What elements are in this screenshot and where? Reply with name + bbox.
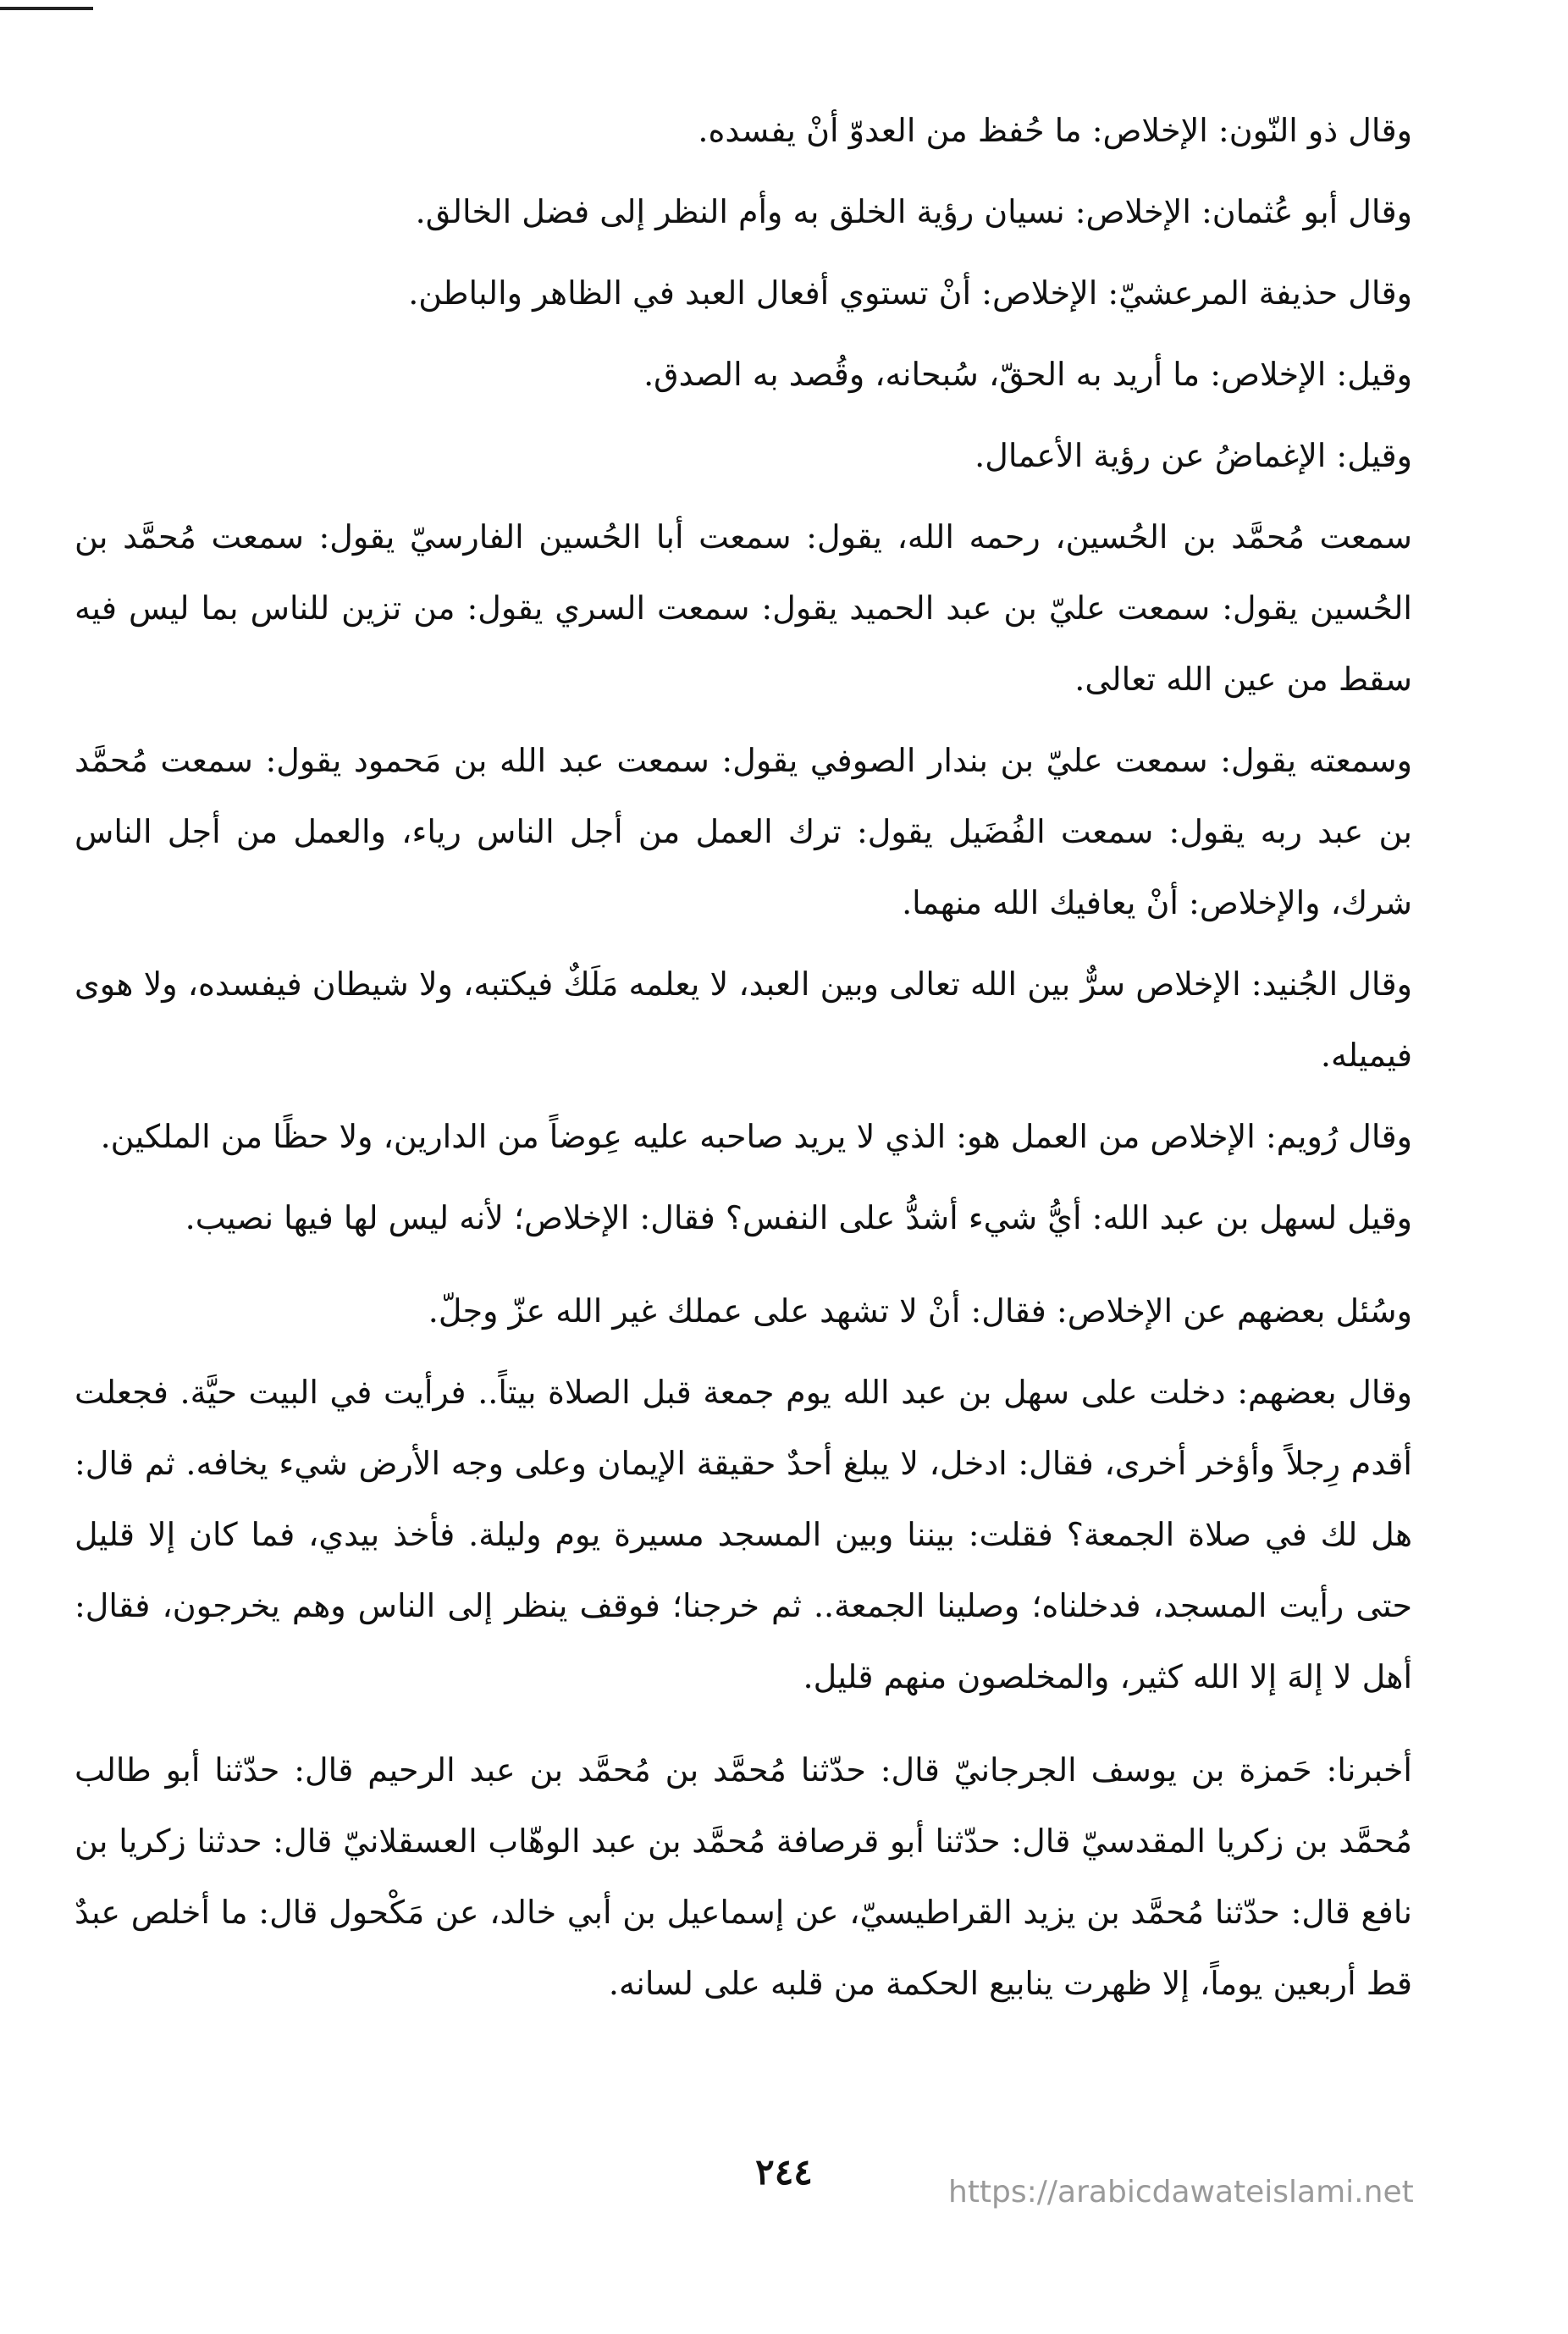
paragraph-junayd: وقال الجُنيد: الإخلاص سرٌّ بين الله تعالى وبين العبد، لا يعلمه مَلَكٌ فيكتبه، ولا شيطان فيفسده، ولا هوى فيميله.: [75, 965, 1412, 1074]
paragraph-fudayl: وسمعته يقول: سمعت عليّ بن بندار الصوفي يقول: سمعت عبد الله بن مَحمود يقول: سمعت مُحمَّد بن عبد ربه يقول: سمعت الفُضَيل يقول: ترك العمل من أجل الناس رياء، والعمل من أجل الناس شرك، والإخلاص: أنْ يعافيك الله منهما.: [75, 742, 1412, 921]
page-number: ٢٤٤: [755, 2151, 813, 2193]
watermark-url: https://arabicdawateislami.net: [948, 2175, 1414, 2210]
paragraph-sami-tu: سمعت مُحمَّد بن الحُسين، رحمه الله، يقول: سمعت أبا الحُسين الفارسيّ يقول: سمعت مُحمَّد بن الحُسين يقول: سمعت عليّ بن عبد الحميد يقول: سمعت السري يقول: من تزين للناس بما ليس فيه سقط من عين الله تعالى.: [75, 518, 1412, 698]
paragraph-abu-uthman: وقال أبو عُثمان: الإخلاص: نسيان رؤية الخلق به وأم النظر إلى فضل الخالق.: [415, 193, 1412, 230]
paragraph-story-sahl: وقال بعضهم: دخلت على سهل بن عبد الله يوم جمعة قبل الصلاة بيتاً.. فرأيت في البيت حيَّة. فجعلت أقدم رِجلاً وأؤخر أخرى، فقال: ادخل، لا يبلغ أحدٌ حقيقة الإيمان وعلى وجه الأرض شيء يخافه. ثم قال: هل لك في صلاة الجمعة؟ فقلت: بيننا وبين المسجد مسيرة يوم وليلة. فأخذ بيدي، فما كان إلا قليل حتى رأيت المسجد، فدخلناه؛ وصلينا الجمعة.. ثم خرجنا؛ فوقف ينظر إلى الناس وهم يخرجون، فقال: أهل لا إلهَ إلا الله كثير، والمخلصون منهم قليل.: [75, 1374, 1412, 1695]
paragraph-ruwaym: وقال رُويم: الإخلاص من العمل هو: الذي لا يريد صاحبه عليه عِوضاً من الدارين، ولا حظًا من الملكين.: [100, 1118, 1412, 1155]
paragraph-qil-2: وقيل: الإغماضُ عن رؤية الأعمال.: [974, 437, 1412, 474]
page-body: [75, 95, 1412, 2029]
paragraph-dhun-nun: وقال ذو النّون: الإخلاص: ما حُفظ من العدوّ أنْ يفسده.: [698, 112, 1412, 149]
paragraph-hudhayfa: وقال حذيفة المرعشيّ: الإخلاص: أنْ تستوي أفعال العبد في الظاهر والباطن.: [408, 274, 1412, 312]
paragraph-sahl: وقيل لسهل بن عبد الله: أيُّ شيء أشدُّ على النفس؟ فقال: الإخلاص؛ لأنه ليس لها فيها نصيب.: [185, 1199, 1412, 1236]
paragraph-isnad-makhul: أخبرنا: حَمزة بن يوسف الجرجانيّ قال: حدّثنا مُحمَّد بن مُحمَّد بن عبد الرحيم قال: حدّثنا أبو طالب مُحمَّد بن زكريا المقدسيّ قال: حدّثنا أبو قرصافة مُحمَّد بن عبد الوهّاب العسقلانيّ قال: حدثنا زكريا بن نافع قال: حدّثنا مُحمَّد بن يزيد القراطيسيّ، عن إسماعيل بن أبي خالد، عن مَكْحول قال: ما أخلص عبدٌ قط أربعين يوماً، إلا ظهرت ينابيع الحكمة من قلبه على لسانه.: [75, 1751, 1412, 2002]
paragraph-qil-1: وقيل: الإخلاص: ما أريد به الحقّ، سُبحانه، وقُصد به الصدق.: [643, 356, 1412, 393]
top-rule: [0, 7, 93, 10]
paragraph-suila: وسُئل بعضهم عن الإخلاص: فقال: أنْ لا تشهد على عملك غير الله عزّ وجلّ.: [428, 1292, 1412, 1330]
